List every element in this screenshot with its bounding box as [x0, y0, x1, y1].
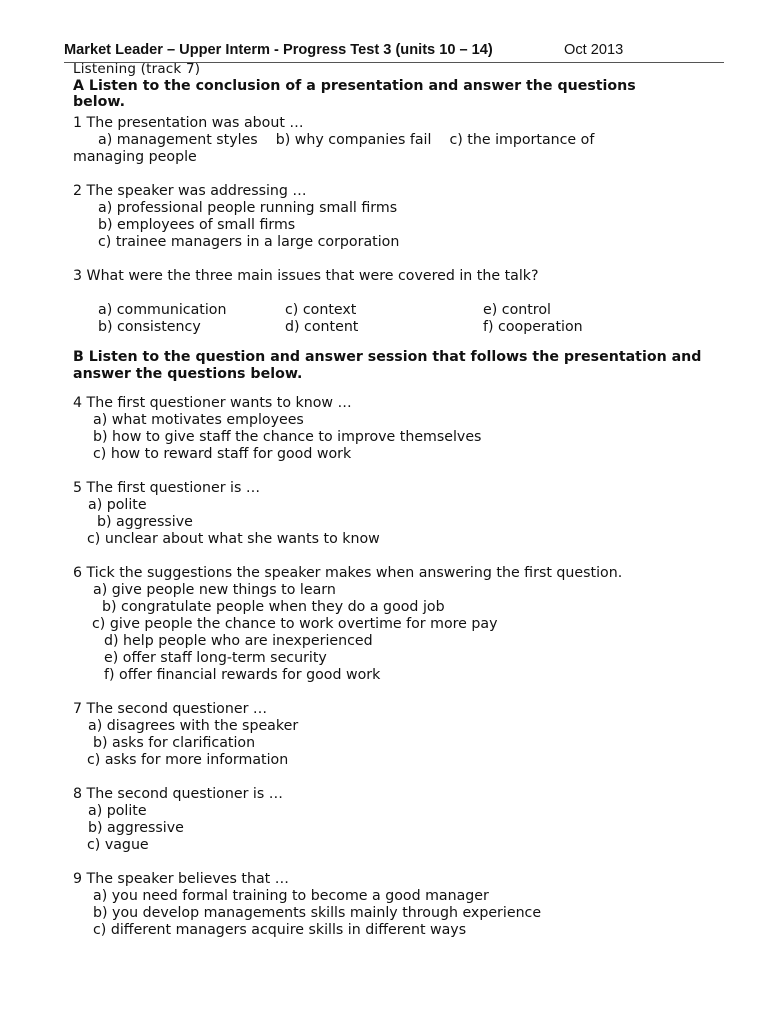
question-3-option-b: b) consistency — [98, 319, 201, 335]
question-3-option-c: c) context — [285, 302, 357, 318]
question-8-option-c: c) vague — [87, 837, 149, 853]
question-5-option-b: b) aggressive — [97, 514, 193, 530]
test-date: Oct 2013 — [564, 42, 624, 58]
section-a-instruction: A Listen to the conclusion of a presentation and answer the questions — [73, 78, 636, 94]
question-8-option-a: a) polite — [88, 803, 147, 819]
question-1-stem: 1 The presentation was about … — [73, 115, 304, 131]
question-3-option-e: e) control — [483, 302, 551, 318]
question-6-option-e: e) offer staff long-term security — [104, 650, 327, 666]
question-4-stem: 4 The first questioner wants to know … — [73, 395, 352, 411]
question-4-option-b: b) how to give staff the chance to improve themselves — [93, 429, 482, 445]
question-6-option-f: f) offer financial rewards for good work — [104, 667, 381, 683]
question-7-option-a: a) disagrees with the speaker — [88, 718, 299, 734]
question-4-option-a: a) what motivates employees — [93, 412, 304, 428]
question-4-option-c: c) how to reward staff for good work — [93, 446, 352, 462]
question-3-stem: 3 What were the three main issues that were covered in the talk? — [73, 268, 539, 284]
question-5-stem: 5 The first questioner is … — [73, 480, 261, 496]
question-2-option-b: b) employees of small firms — [98, 217, 296, 233]
question-2-stem: 2 The speaker was addressing … — [73, 183, 307, 199]
question-9-option-c: c) different managers acquire skills in different ways — [93, 922, 467, 938]
question-5-option-c: c) unclear about what she wants to know — [87, 531, 380, 547]
question-1-options: a) management styles b) why companies fail c) the importance of — [98, 132, 595, 148]
question-3-option-d: d) content — [285, 319, 359, 335]
listening-label: Listening (track 7) — [73, 61, 201, 77]
question-8-stem: 8 The second questioner is … — [73, 786, 283, 802]
question-7-option-c: c) asks for more information — [87, 752, 289, 768]
question-6-stem: 6 Tick the suggestions the speaker makes when answering the first question. — [73, 565, 623, 581]
question-6-option-c: c) give people the chance to work overtime for more pay — [92, 616, 498, 632]
section-b-instruction: B Listen to the question and answer session that follows the presentation and — [73, 349, 702, 365]
question-8-option-b: b) aggressive — [88, 820, 184, 836]
question-3-option-f: f) cooperation — [483, 319, 583, 335]
question-2-option-a: a) professional people running small firms — [98, 200, 398, 216]
question-6-option-b: b) congratulate people when they do a good job — [102, 599, 445, 615]
question-9-stem: 9 The speaker believes that … — [73, 871, 289, 887]
test-title: Market Leader – Upper Interm - Progress Test 3 (units 10 – 14) — [64, 42, 493, 58]
question-2-option-c: c) trainee managers in a large corporation — [98, 234, 400, 250]
question-9-option-a: a) you need formal training to become a good manager — [93, 888, 489, 904]
question-9-option-b: b) you develop managements skills mainly through experience — [93, 905, 542, 921]
question-6-option-d: d) help people who are inexperienced — [104, 633, 373, 649]
question-7-option-b: b) asks for clarification — [93, 735, 256, 751]
question-6-option-a: a) give people new things to learn — [93, 582, 336, 598]
question-7-stem: 7 The second questioner … — [73, 701, 268, 717]
page-header — [64, 42, 724, 63]
question-1-options-cont: managing people — [73, 149, 197, 165]
section-a-instruction-cont: below. — [73, 94, 125, 110]
question-3-option-a: a) communication — [98, 302, 227, 318]
question-5-option-a: a) polite — [88, 497, 147, 513]
section-b-instruction-cont: answer the questions below. — [73, 366, 303, 382]
